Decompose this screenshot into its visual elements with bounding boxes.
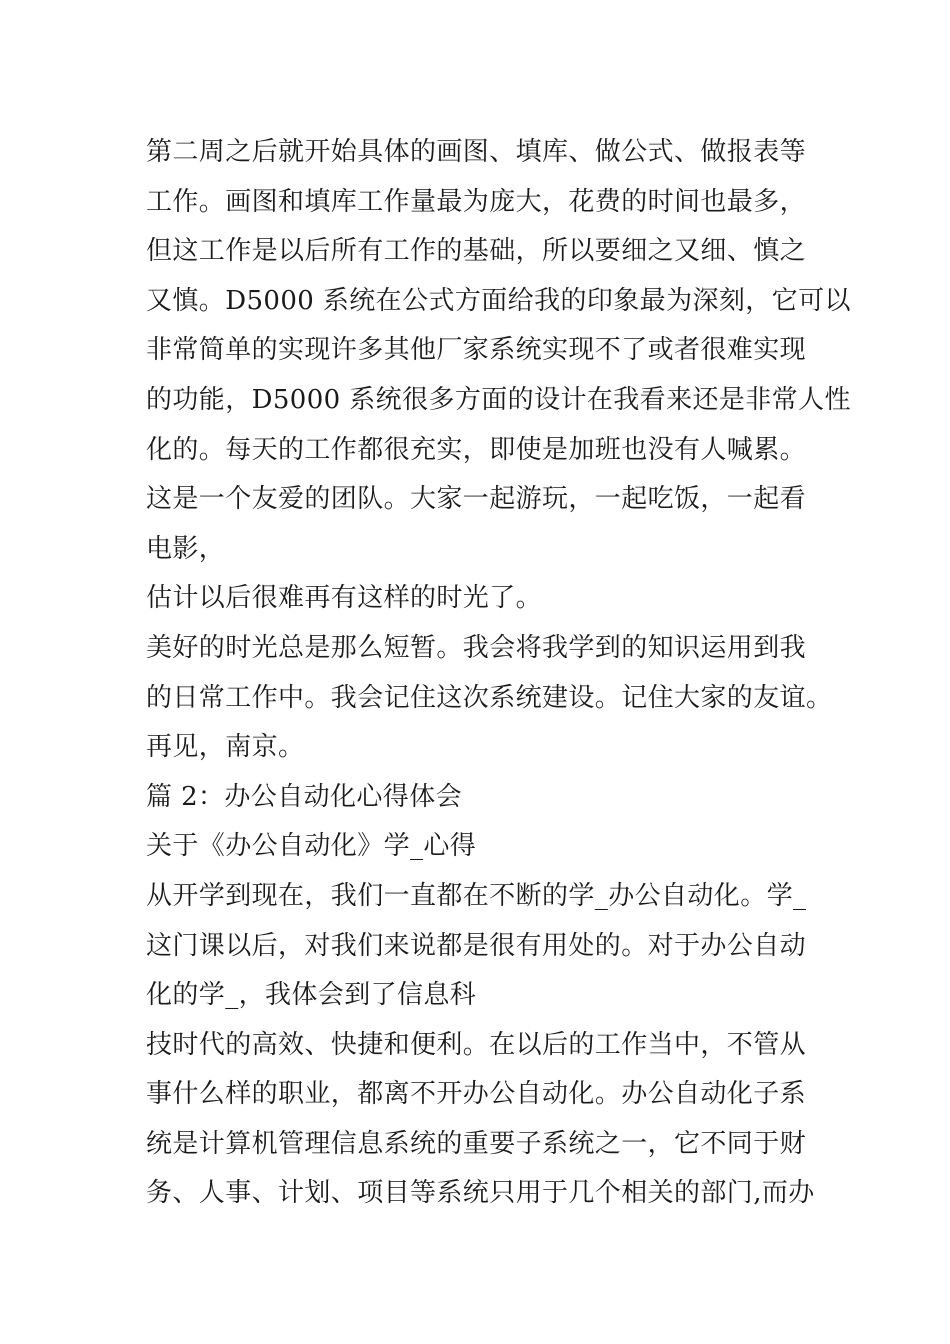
article-title: 关于《办公自动化》学_心得: [146, 831, 477, 862]
text-line: 化的。每天的工作都很充实，即使是加班也没有人喊累。: [146, 434, 807, 465]
text-line: 估计以后很难再有这样的时光了。: [146, 583, 543, 614]
text-line: 第二周之后就开始具体的画图、填库、做公式、做报表等: [146, 137, 807, 167]
text-line: 又慎。D5000 系统在公式方面给我的印象最为深刻，它可以: [146, 285, 851, 316]
text-line: 务、人事、计划、项目等系统只用于几个相关的部门,而办: [146, 1178, 815, 1209]
section-heading: 篇 2：办公自动化心得体会: [146, 781, 463, 812]
text-line: 从开学到现在，我们一直都在不断的学_办公自动化。学_: [146, 880, 807, 911]
text-line: 这是一个友爱的团队。大家一起游玩，一起吃饭，一起看: [146, 484, 807, 515]
text-line: 工作。画图和填库工作量最为庞大，花费的时间也最多，: [146, 186, 807, 217]
text-line: 但这工作是以后所有工作的基础，所以要细之又细、慎之: [146, 236, 807, 267]
text-line: 非常简单的实现许多其他厂家系统实现不了或者很难实现: [146, 335, 807, 366]
document-body: [146, 128, 851, 1219]
text-line: 事什么样的职业，都离不开办公自动化。办公自动化子系: [146, 1079, 807, 1110]
text-line: 技时代的高效、快捷和便利。在以后的工作当中，不管从: [146, 1029, 807, 1060]
text-line: 再见，南京。: [146, 732, 305, 763]
text-line: 的日常工作中。我会记住这次系统建设。记住大家的友谊。: [146, 682, 833, 713]
text-line: 这门课以后，对我们来说都是很有用处的。对于办公自动: [146, 930, 807, 961]
text-line: 化的学_，我体会到了信息科: [146, 980, 477, 1011]
text-line: 的功能，D5000 系统很多方面的设计在我看来还是非常人性: [146, 384, 851, 415]
text-line: 电影，: [146, 533, 226, 564]
text-line: 美好的时光总是那么短暂。我会将我学到的知识运用到我: [146, 632, 807, 663]
text-line: 统是计算机管理信息系统的重要子系统之一，它不同于财: [146, 1128, 807, 1159]
